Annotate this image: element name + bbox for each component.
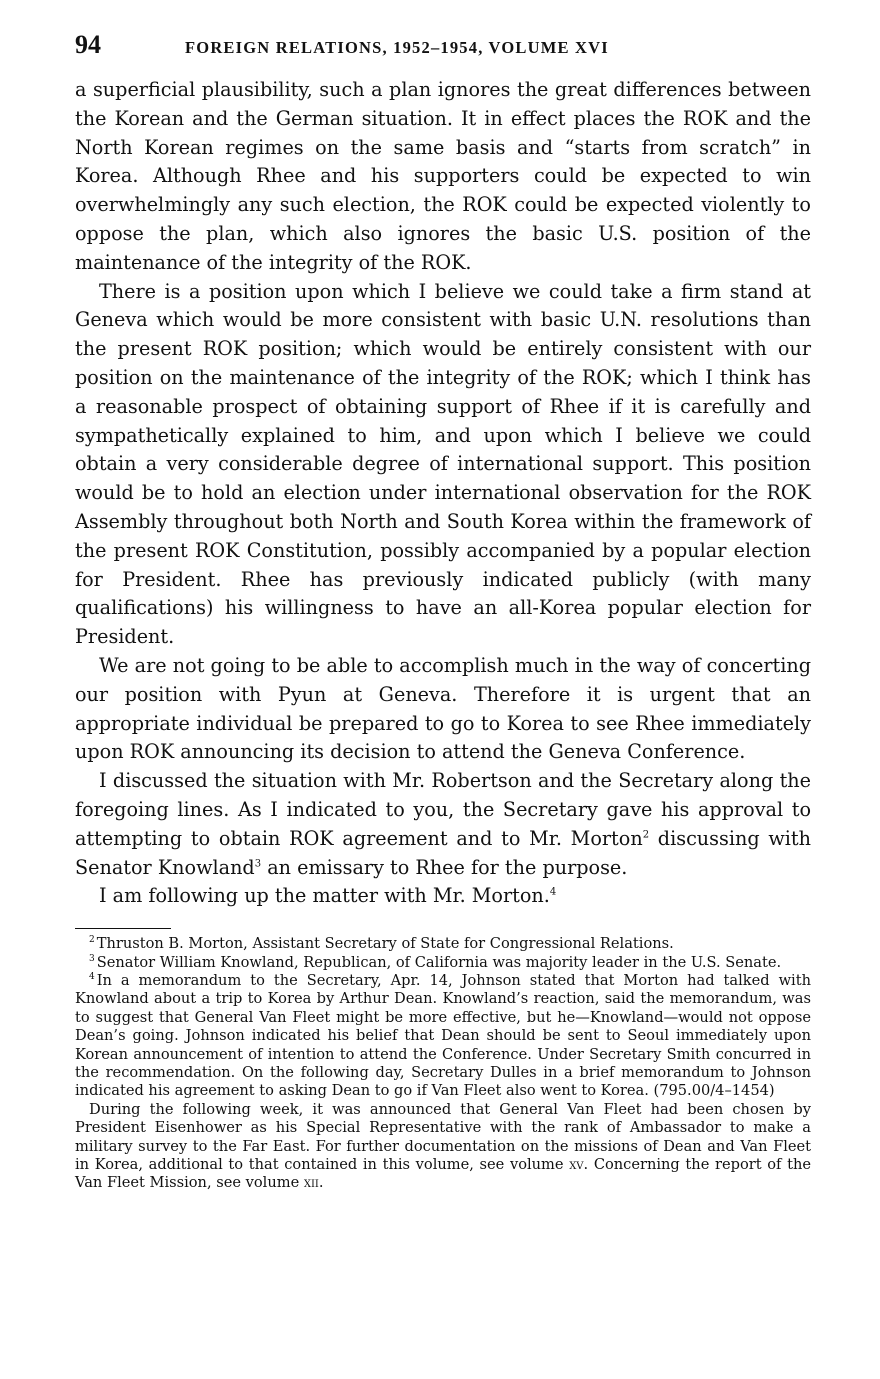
footnote-2-mark: 2 (89, 935, 95, 946)
body-text (75, 76, 811, 911)
paragraph-5 (75, 882, 811, 911)
volume-ref-xv: xv (569, 1155, 584, 1173)
page-number: 94 (75, 30, 101, 59)
paragraph-2: There is a position upon which I believe we could take a firm stand at Geneva which would be more consistent with basic U.N. resolutions than the present ROK position; which would be entirely consistent with our position on the maintenance of the integrity of the ROK; which I think has a reasonable prospect of obtaining support of Rhee if it is carefully and sympathetically explained to him, and upon which I believe we could obtain a very considerable degree of international support. This position would be to hold an election under international observation for the ROK Assembly throughout both North and South Korea within the framework of the present ROK Constitution, possibly accompanied by a popular election for President. Rhee has previously indicated publicly (with many qualifications) his willingness to have an all-Korea popular election for President. (75, 279, 811, 649)
footnote-ref-3: 3 (254, 858, 262, 870)
footnote-4-mark: 4 (89, 972, 95, 983)
footnotes (75, 935, 811, 1193)
footnote-3 (75, 954, 811, 972)
volume-ref-xii: xii (303, 1174, 319, 1192)
footnote-4 (75, 972, 811, 1101)
footnote-3-text: Senator William Knowland, Republican, of California was majority leader in the U.S. Senate. (96, 953, 782, 971)
footnote-2-text: Thruston B. Morton, Assistant Secretary of State for Congressional Relations. (96, 935, 674, 953)
paragraph-4-text-b: discussing with Senator Knowland (75, 826, 812, 879)
paragraph-4-text-a: I discussed the situation with Mr. Robertson and the Secretary along the foregoing lines. As I indicated to you, the Secretary gave his approval to attempting to obtain ROK agreement and to Mr. Morton (75, 769, 811, 850)
footnote-rule (75, 928, 171, 929)
footnote-3-mark: 3 (89, 953, 95, 964)
paragraph-4-text-c: an emissary to Rhee for the purpose. (261, 855, 628, 879)
footnote-ref-4: 4 (549, 886, 557, 898)
paragraph-1: a superficial plausibility, such a plan ignores the great differences between the Korean and the German situation. It in effect places the ROK and the North Korean regimes on the same basis and “starts from scratch” in Korea. Although Rhee and his supporters could be expected to win overwhelmingly any such election, the ROK could be expected violently to oppose the plan, which also ignores the basic U.S. position of the maintenance of the integrity of the ROK. (75, 78, 811, 274)
footnote-2 (75, 935, 811, 953)
running-head: FOREIGN RELATIONS, 1952–1954, VOLUME XVI (185, 38, 609, 57)
page-header (75, 30, 811, 76)
document-page (75, 30, 811, 1193)
paragraph-4 (75, 767, 811, 882)
footnote-ref-2: 2 (642, 829, 650, 841)
footnote-4-text: In a memorandum to the Secretary, Apr. 14, Johnson stated that Morton had talked with Knowland about a trip to Korea by Arthur Dean. Knowland’s reaction, said the memorandum, was to suggest that General Van Fleet might be more effective, but he—Knowland—would not oppose Dean’s going. Johnson indicated his belief that Dean should be sent to Seoul immediately upon Korean announcement of intention to attend the Conference. Under Secretary Smith concurred in the recommendation. On the following day, Secretary Dulles in a brief memorandum to Johnson indicated his agreement to asking Dean to go if Van Fleet also went to Korea. (795.00/4–1454) (75, 971, 811, 1100)
footnote-4-cont-text-a: During the following week, it was announced that General Van Fleet had been chosen by President Eisenhower as his Special Representative with the rank of Ambassador to make a military survey to the Far East. For further documentation on the missions of Dean and Van Fleet in Korea, additional to that contained in this volume, see volume (75, 1100, 811, 1173)
paragraph-3: We are not going to be able to accomplish much in the way of concerting our position with Pyun at Geneva. Therefore it is urgent that an appropriate individual be prepared to go to Korea to see Rhee immediately upon ROK announcing its decision to attend the Geneva Conference. (75, 653, 811, 764)
paragraph-5-text: I am following up the matter with Mr. Morton. (99, 884, 550, 908)
footnote-4-continuation (75, 1101, 811, 1193)
footnote-4-cont-text-c: . (318, 1174, 324, 1192)
footnote-4-cont-text-b: . Concerning the report of the Van Fleet Mission, see volume (75, 1155, 811, 1192)
